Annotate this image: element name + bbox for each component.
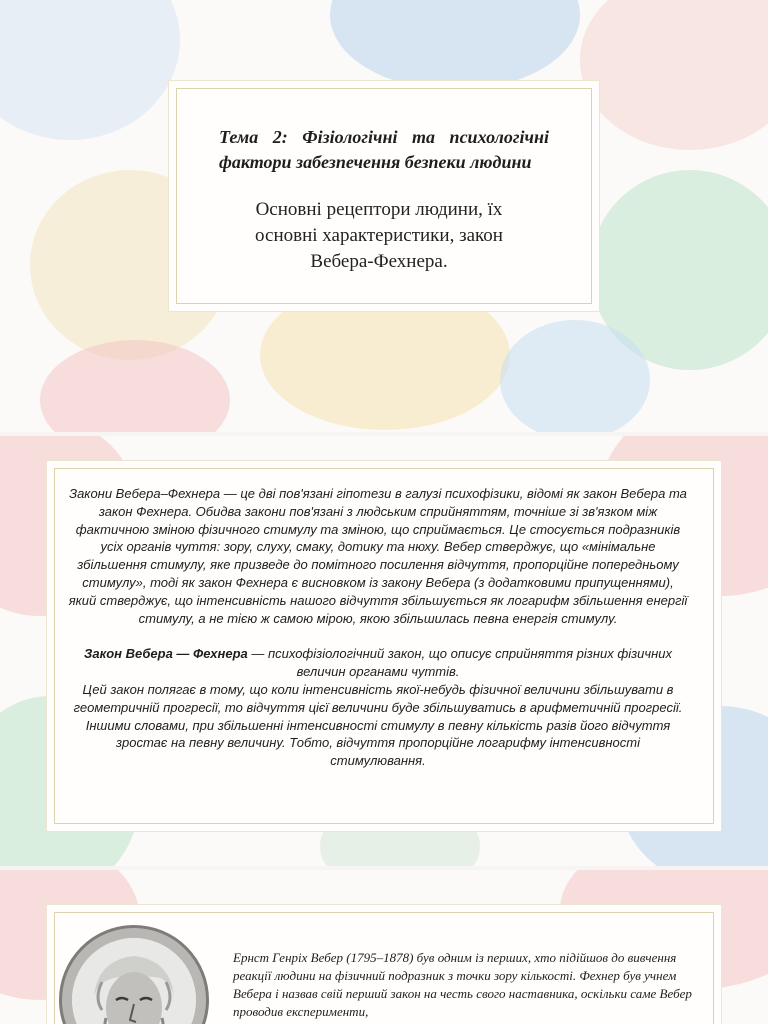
intro-paragraph: Закони Вебера–Фехнера — це дві пов'язані гіпотези в галузі психофізики, відомі як закон Вебера та закон Фехнера. Обидва закони пов'язані з людським сприйняттям, точніше зі зв'язком між фактичною зміною фізичного стимулу та зміною, що сприймається. Це стосується подразників усіх органів чуття: зору, слуху, смаку, дотику та нюху. Вебер стверджує, що «мінімальне збільшення стимулу, яке призведе до помітного посилення відчуття, пропорційне попередньому стимулу», тоді як закон Фехнера є висновком із закону Вебера (з додатковими припущеннями), який стверджує, що інтенсивність нашого відчуття збільшується як логарифм збільшення енергії стимулу, а не тією ж самою мірою, якою збільшилась певна енергія стимулу. [68, 486, 688, 626]
law-explanation-paragraph: Цей закон полягає в тому, що коли інтенсивність якої-небудь фізичної величини збільшувати в геометричній прогресії, то відчуття цієї величини буде збільшуватись в арифметичній прогресії. Іншими словами, при збільшенні інтенсивності стимулу в певну кількість разів його відчуття зростає на певну величину. Тобто, відчуття пропорційне логарифму інтенсивності стимулювання. [73, 681, 683, 769]
law-definition-paragraph [67, 645, 689, 681]
topic-title: Тема 2: Фізіологічні та психологічні фактори забезпечення безпеки людини [219, 127, 549, 172]
watercolor-blob [0, 0, 180, 140]
watercolor-blob [40, 340, 230, 432]
bio-text: Ернст Генріх Вебер (1795–1878) був одним із перших, хто підійшов до вивчення реакції людини на фізичний подразник з точки зору кількості. Фехнер був учнем Вебера і назвав свій перший закон на честь свого наставника, оскільки саме Вебер проводив експерименти, [233, 950, 692, 1019]
watercolor-blob [500, 320, 650, 432]
title-card [168, 80, 600, 312]
topic-subtitle: Основні рецептори людини, їх основні характеристики, закон Вебера-Фехнера. [255, 199, 503, 272]
weber-fechner-slide [0, 436, 768, 866]
law-definition: — психофізіологічний закон, що описує сприйняття різних фізичних величин органами чуттів. [247, 646, 672, 680]
weber-portrait [72, 938, 196, 1024]
watercolor-blob [330, 0, 580, 90]
text-card [46, 460, 722, 832]
body-text [67, 485, 689, 770]
bio-card [46, 904, 722, 1024]
title-slide [0, 0, 768, 432]
watercolor-blob [580, 0, 768, 150]
law-name: Закон Вебера — Фехнера [84, 646, 248, 662]
weber-bio-slide [0, 870, 768, 1024]
